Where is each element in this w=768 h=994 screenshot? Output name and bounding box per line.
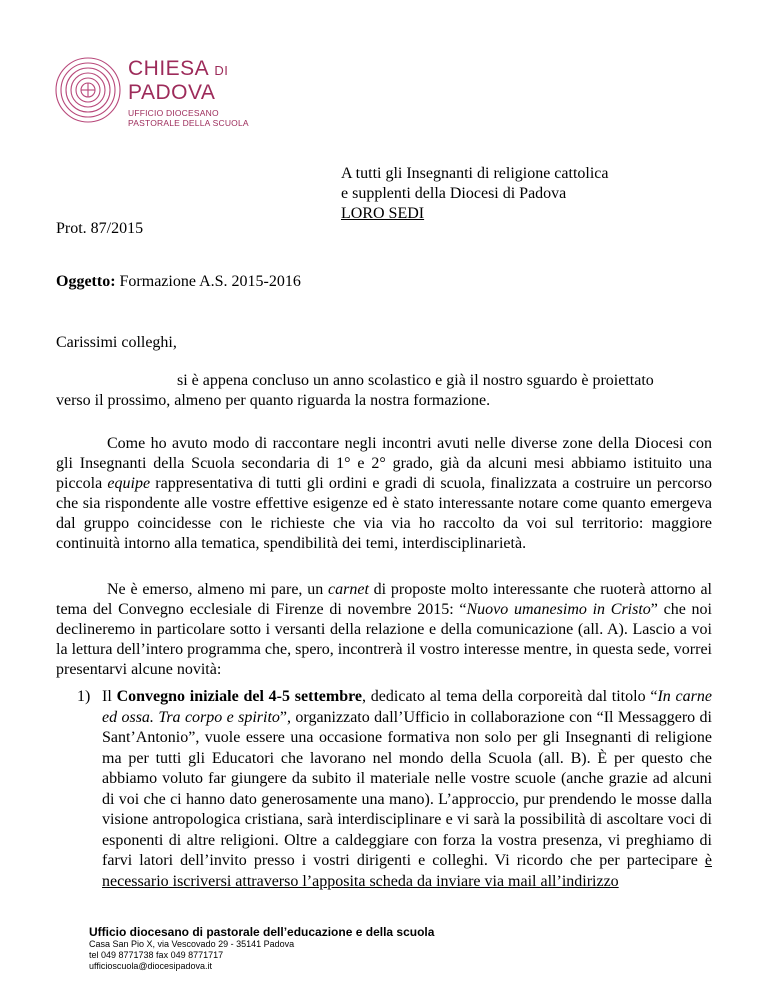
paragraph-1 bbox=[56, 371, 712, 411]
diocese-logo bbox=[54, 48, 284, 132]
logo-subtitle: UFFICIO DIOCESANO PASTORALE DELLA SCUOLA bbox=[128, 108, 249, 128]
greeting: Carissimi colleghi, bbox=[56, 334, 177, 351]
list-item-number: 1) bbox=[77, 688, 91, 705]
footer-phone: tel 049 8771738 fax 049 8771717 bbox=[89, 950, 224, 960]
addressee-line-1: A tutti gli Insegnanti di religione cattolica bbox=[341, 165, 609, 182]
protocol-number: Prot. 87/2015 bbox=[56, 220, 144, 237]
diocese-emblem-icon bbox=[54, 48, 124, 132]
logo-title: CHIESA DI PADOVA bbox=[128, 57, 229, 104]
footer-email: ufficioscuola@diocesipadova.it bbox=[89, 961, 213, 971]
subject-text: Formazione A.S. 2015-2016 bbox=[115, 273, 301, 290]
letterhead-footer bbox=[89, 925, 434, 972]
paragraph-2: Come ho avuto modo di raccontare negli incontri avuti nelle diverse zone della Diocesi con gli Insegnanti della Scuola secondaria di 1° e 2° grado, già da alcuni mesi abbiamo istituito una piccola equipe rappresentativa di tutti gli ordini e gradi di scuola, finalizzata a costruire un percorso che sia rispondente alle vostre effettive esigenze ed è stato interessante notare come quanto emergeva dal gruppo coincidesse con le richieste che via via ho raccolto da voi sul territorio: maggiore continuità intorno alla tematica, spendibilità dei temi, interdisciplinarietà. bbox=[56, 435, 713, 552]
footer-address: Casa San Pio X, via Vescovado 29 - 35141 Padova bbox=[89, 939, 295, 949]
paragraph-3: Ne è emerso, almeno mi pare, un carnet di proposte molto interessante che ruoterà attorno al tema del Convegno ecclesiale di Firenze di novembre 2015: “Nuovo umanesimo in Cristo” che noi declineremo in particolare sotto i versanti della relazione e della comunicazione (all. A). Lascio a voi la lettura dell’intero programma che, spero, incontrerà il vostro interesse mentre, in questa sede, vorrei presentarvi alcune novità: bbox=[56, 581, 712, 678]
addressee-line-3: LORO SEDI bbox=[341, 205, 425, 222]
addressee-line-2: e supplenti della Diocesi di Padova bbox=[341, 185, 567, 202]
subject-line bbox=[56, 273, 301, 291]
paragraph-1-rest: verso il prossimo, almeno per quanto riguarda la nostra formazione. bbox=[56, 392, 491, 409]
paragraph-1-first-line: si è appena concluso un anno scolastico e già il nostro sguardo è proiettato bbox=[177, 372, 654, 389]
footer-title: Ufficio diocesano di pastorale dell’educazione e della scuola bbox=[89, 925, 435, 939]
addressee-block bbox=[341, 164, 609, 224]
list-item-text: Il Convegno iniziale del 4-5 settembre, dedicato al tema della corporeità dal titolo “In carne ed ossa. Tra corpo e spirito”, organizzato dall’Ufficio in collaborazione con “Il Messaggero di Sant’Antonio”, vuole essere una occasione formativa non solo per gli Insegnanti di religione ma per tutti gli Educatori che lavorano nel mondo della Scuola (all. B). È per questo che abbiamo voluto far giungere da subito il materiale nelle vostre scuole (anche grazie ad alcuni di voi che ci hanno dato generosamente una mano). L’approccio, pur prendendo le mosse dalla visione antropologica cristiana, sarà interdisciplinare e vi sarà la possibilità di ascoltare voci di esponenti di altre religioni. Oltre a caldeggiare con forza la vostra presenza, vi preghiamo di farvi latori dell’invito presso i vostri dirigenti e colleghi. Vi ricordo che per partecipare è necessario iscriversi attraverso l’apposita scheda da inviare via mail all’indirizzo bbox=[102, 688, 712, 890]
subject-label: Oggetto: bbox=[56, 273, 116, 290]
